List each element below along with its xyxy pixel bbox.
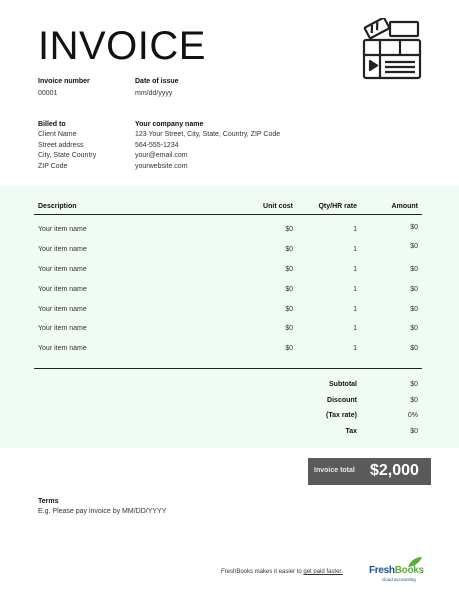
tax-rate-value[interactable]: 0% — [407, 412, 418, 419]
company-block — [135, 130, 280, 172]
clapperboard-icon — [360, 18, 424, 82]
invoice-total-value: $2,000 — [370, 462, 419, 479]
tax-rate-label: (Tax rate) — [326, 412, 357, 419]
brand-tagline: cloud accounting — [382, 577, 416, 582]
row-unit-cost[interactable]: $0 — [285, 325, 293, 332]
freshbooks-logo[interactable] — [369, 556, 425, 586]
row-qty[interactable]: 1 — [353, 345, 357, 352]
row-qty[interactable]: 1 — [353, 325, 357, 332]
row-unit-cost[interactable]: $0 — [285, 306, 293, 313]
invoice-title: INVOICE — [38, 24, 206, 68]
row-description[interactable]: Your item name — [38, 345, 87, 352]
row-unit-cost[interactable]: $0 — [285, 246, 293, 253]
company-name-label: Your company name — [135, 121, 204, 128]
row-description[interactable]: Your item name — [38, 266, 87, 273]
tax-value: $0 — [410, 428, 418, 435]
col-header-qty: Qty/HR rate — [318, 203, 357, 210]
row-amount[interactable]: $0 — [410, 306, 418, 313]
discount-value[interactable]: $0 — [410, 397, 418, 404]
discount-label: Discount — [327, 397, 357, 404]
footer-text: FreshBooks makes it easier to — [221, 569, 304, 575]
client-city[interactable]: City, State Country — [38, 152, 97, 159]
client-zip[interactable]: ZIP Code — [38, 162, 68, 170]
company-email[interactable]: your@email.com — [135, 152, 188, 159]
row-amount[interactable]: $0 — [410, 266, 418, 273]
row-description[interactable]: Your item name — [38, 246, 87, 253]
terms-label: Terms — [38, 498, 59, 505]
row-amount[interactable]: $0 — [410, 286, 418, 293]
row-qty[interactable]: 1 — [353, 286, 357, 293]
row-unit-cost[interactable]: $0 — [285, 286, 293, 293]
date-of-issue-value[interactable]: mm/dd/yyyy — [135, 90, 173, 97]
row-unit-cost[interactable]: $0 — [285, 266, 293, 273]
client-name[interactable]: Client Name — [38, 131, 77, 138]
get-paid-faster-link[interactable]: get paid faster. — [303, 569, 343, 575]
subtotal-value: $0 — [410, 381, 418, 388]
header-divider — [34, 214, 422, 215]
row-qty[interactable]: 1 — [353, 306, 357, 313]
billed-to-block — [38, 130, 96, 172]
col-header-description: Description — [38, 203, 77, 210]
company-address[interactable]: 123 Your Street, City, State, Country, ZIP Code — [135, 131, 281, 138]
row-qty[interactable]: 1 — [353, 266, 357, 273]
row-unit-cost[interactable]: $0 — [285, 226, 293, 233]
row-amount[interactable]: $0 — [410, 243, 418, 250]
row-qty[interactable]: 1 — [353, 246, 357, 253]
tax-label: Tax — [345, 428, 357, 435]
row-amount[interactable]: $0 — [410, 224, 418, 231]
brand-books: Books — [394, 565, 424, 576]
billed-to-label: Billed to — [38, 121, 66, 128]
client-street[interactable]: Street address — [38, 141, 84, 149]
brand-fresh: Fresh — [369, 565, 395, 576]
terms-text[interactable]: E.g. Please pay invoice by MM/DD/YYYY — [38, 508, 167, 515]
row-qty[interactable]: 1 — [353, 226, 357, 233]
row-description[interactable]: Your item name — [38, 286, 87, 293]
invoice-total-label: Invoice total — [314, 467, 355, 474]
subtotal-label: Subtotal — [329, 381, 357, 388]
row-amount[interactable]: $0 — [410, 325, 418, 332]
row-unit-cost[interactable]: $0 — [285, 345, 293, 352]
company-phone[interactable]: 564-555-1234 — [135, 141, 179, 149]
col-header-amount: Amount — [391, 203, 418, 210]
footer-note — [221, 569, 343, 575]
row-description[interactable]: Your item name — [38, 325, 87, 332]
invoice-number-value[interactable]: 00001 — [38, 90, 58, 97]
date-of-issue-label: Date of issue — [135, 78, 179, 85]
row-amount[interactable]: $0 — [410, 345, 418, 352]
company-website[interactable]: yourwebsite.com — [135, 162, 188, 170]
table-bottom-divider — [34, 368, 422, 369]
row-description[interactable]: Your item name — [38, 306, 87, 313]
row-description[interactable]: Your item name — [38, 226, 87, 233]
col-header-unit-cost: Unit cost — [263, 203, 293, 210]
invoice-number-label: Invoice number — [38, 78, 90, 85]
